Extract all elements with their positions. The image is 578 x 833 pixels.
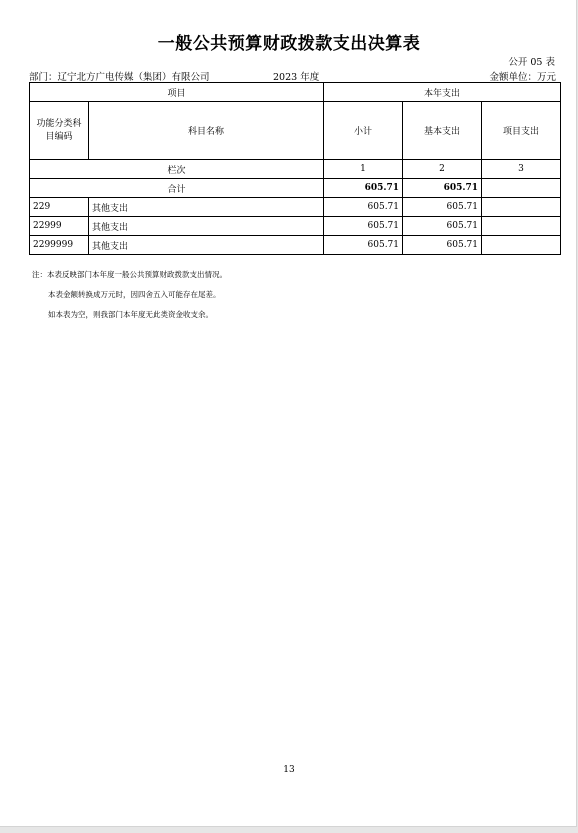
row-subtotal: 605.71	[324, 198, 403, 217]
meta-row	[29, 69, 556, 82]
total-row	[30, 179, 561, 198]
row-name: 其他支出	[89, 236, 324, 255]
total-label: 合计	[30, 179, 324, 198]
row-code: 2299999	[30, 236, 89, 255]
note-line: 注：本表反映部门本年度一般公共预算财政拨款支出情况。	[32, 270, 227, 279]
header-current-year: 本年支出	[324, 83, 561, 102]
note-line: 如本表为空，则我部门本年度无此类资金收支余。	[48, 310, 213, 319]
note-line: 本表金额转换成万元时，因四舍五入可能存在尾差。	[48, 290, 221, 299]
column-index-label: 栏次	[30, 160, 324, 179]
department-label: 部门：辽宁北方广电传媒（集团）有限公司	[29, 72, 210, 83]
expenditure-table	[29, 82, 561, 255]
form-number: 公开 05 表	[508, 57, 555, 68]
row-basic: 605.71	[403, 217, 482, 236]
row-basic: 605.71	[403, 198, 482, 217]
row-project	[482, 217, 561, 236]
row-name: 其他支出	[89, 198, 324, 217]
header-row-2	[30, 102, 561, 160]
column-index-row	[30, 160, 561, 179]
column-index-1: 1	[324, 160, 403, 179]
row-project	[482, 236, 561, 255]
total-basic: 605.71	[403, 179, 482, 198]
total-project	[482, 179, 561, 198]
row-project	[482, 198, 561, 217]
row-subtotal: 605.71	[324, 236, 403, 255]
row-basic: 605.71	[403, 236, 482, 255]
header-item: 项目	[30, 83, 324, 102]
unit-label: 金额单位：万元	[489, 72, 556, 83]
notes	[32, 265, 227, 325]
page-number: 13	[283, 765, 295, 775]
year-label: 2023 年度	[273, 72, 320, 83]
table-row	[30, 217, 561, 236]
page-title: 一般公共预算财政拨款支出决算表	[157, 34, 421, 54]
header-row-1	[30, 83, 561, 102]
header-code: 功能分类科目编码	[30, 102, 89, 160]
row-code: 229	[30, 198, 89, 217]
row-name: 其他支出	[89, 217, 324, 236]
column-index-3: 3	[482, 160, 561, 179]
header-project: 项目支出	[482, 102, 561, 160]
header-subject-name: 科目名称	[89, 102, 324, 160]
header-basic: 基本支出	[403, 102, 482, 160]
column-index-2: 2	[403, 160, 482, 179]
row-subtotal: 605.71	[324, 217, 403, 236]
total-subtotal: 605.71	[324, 179, 403, 198]
row-code: 22999	[30, 217, 89, 236]
table-row	[30, 236, 561, 255]
table-row	[30, 198, 561, 217]
header-subtotal: 小计	[324, 102, 403, 160]
